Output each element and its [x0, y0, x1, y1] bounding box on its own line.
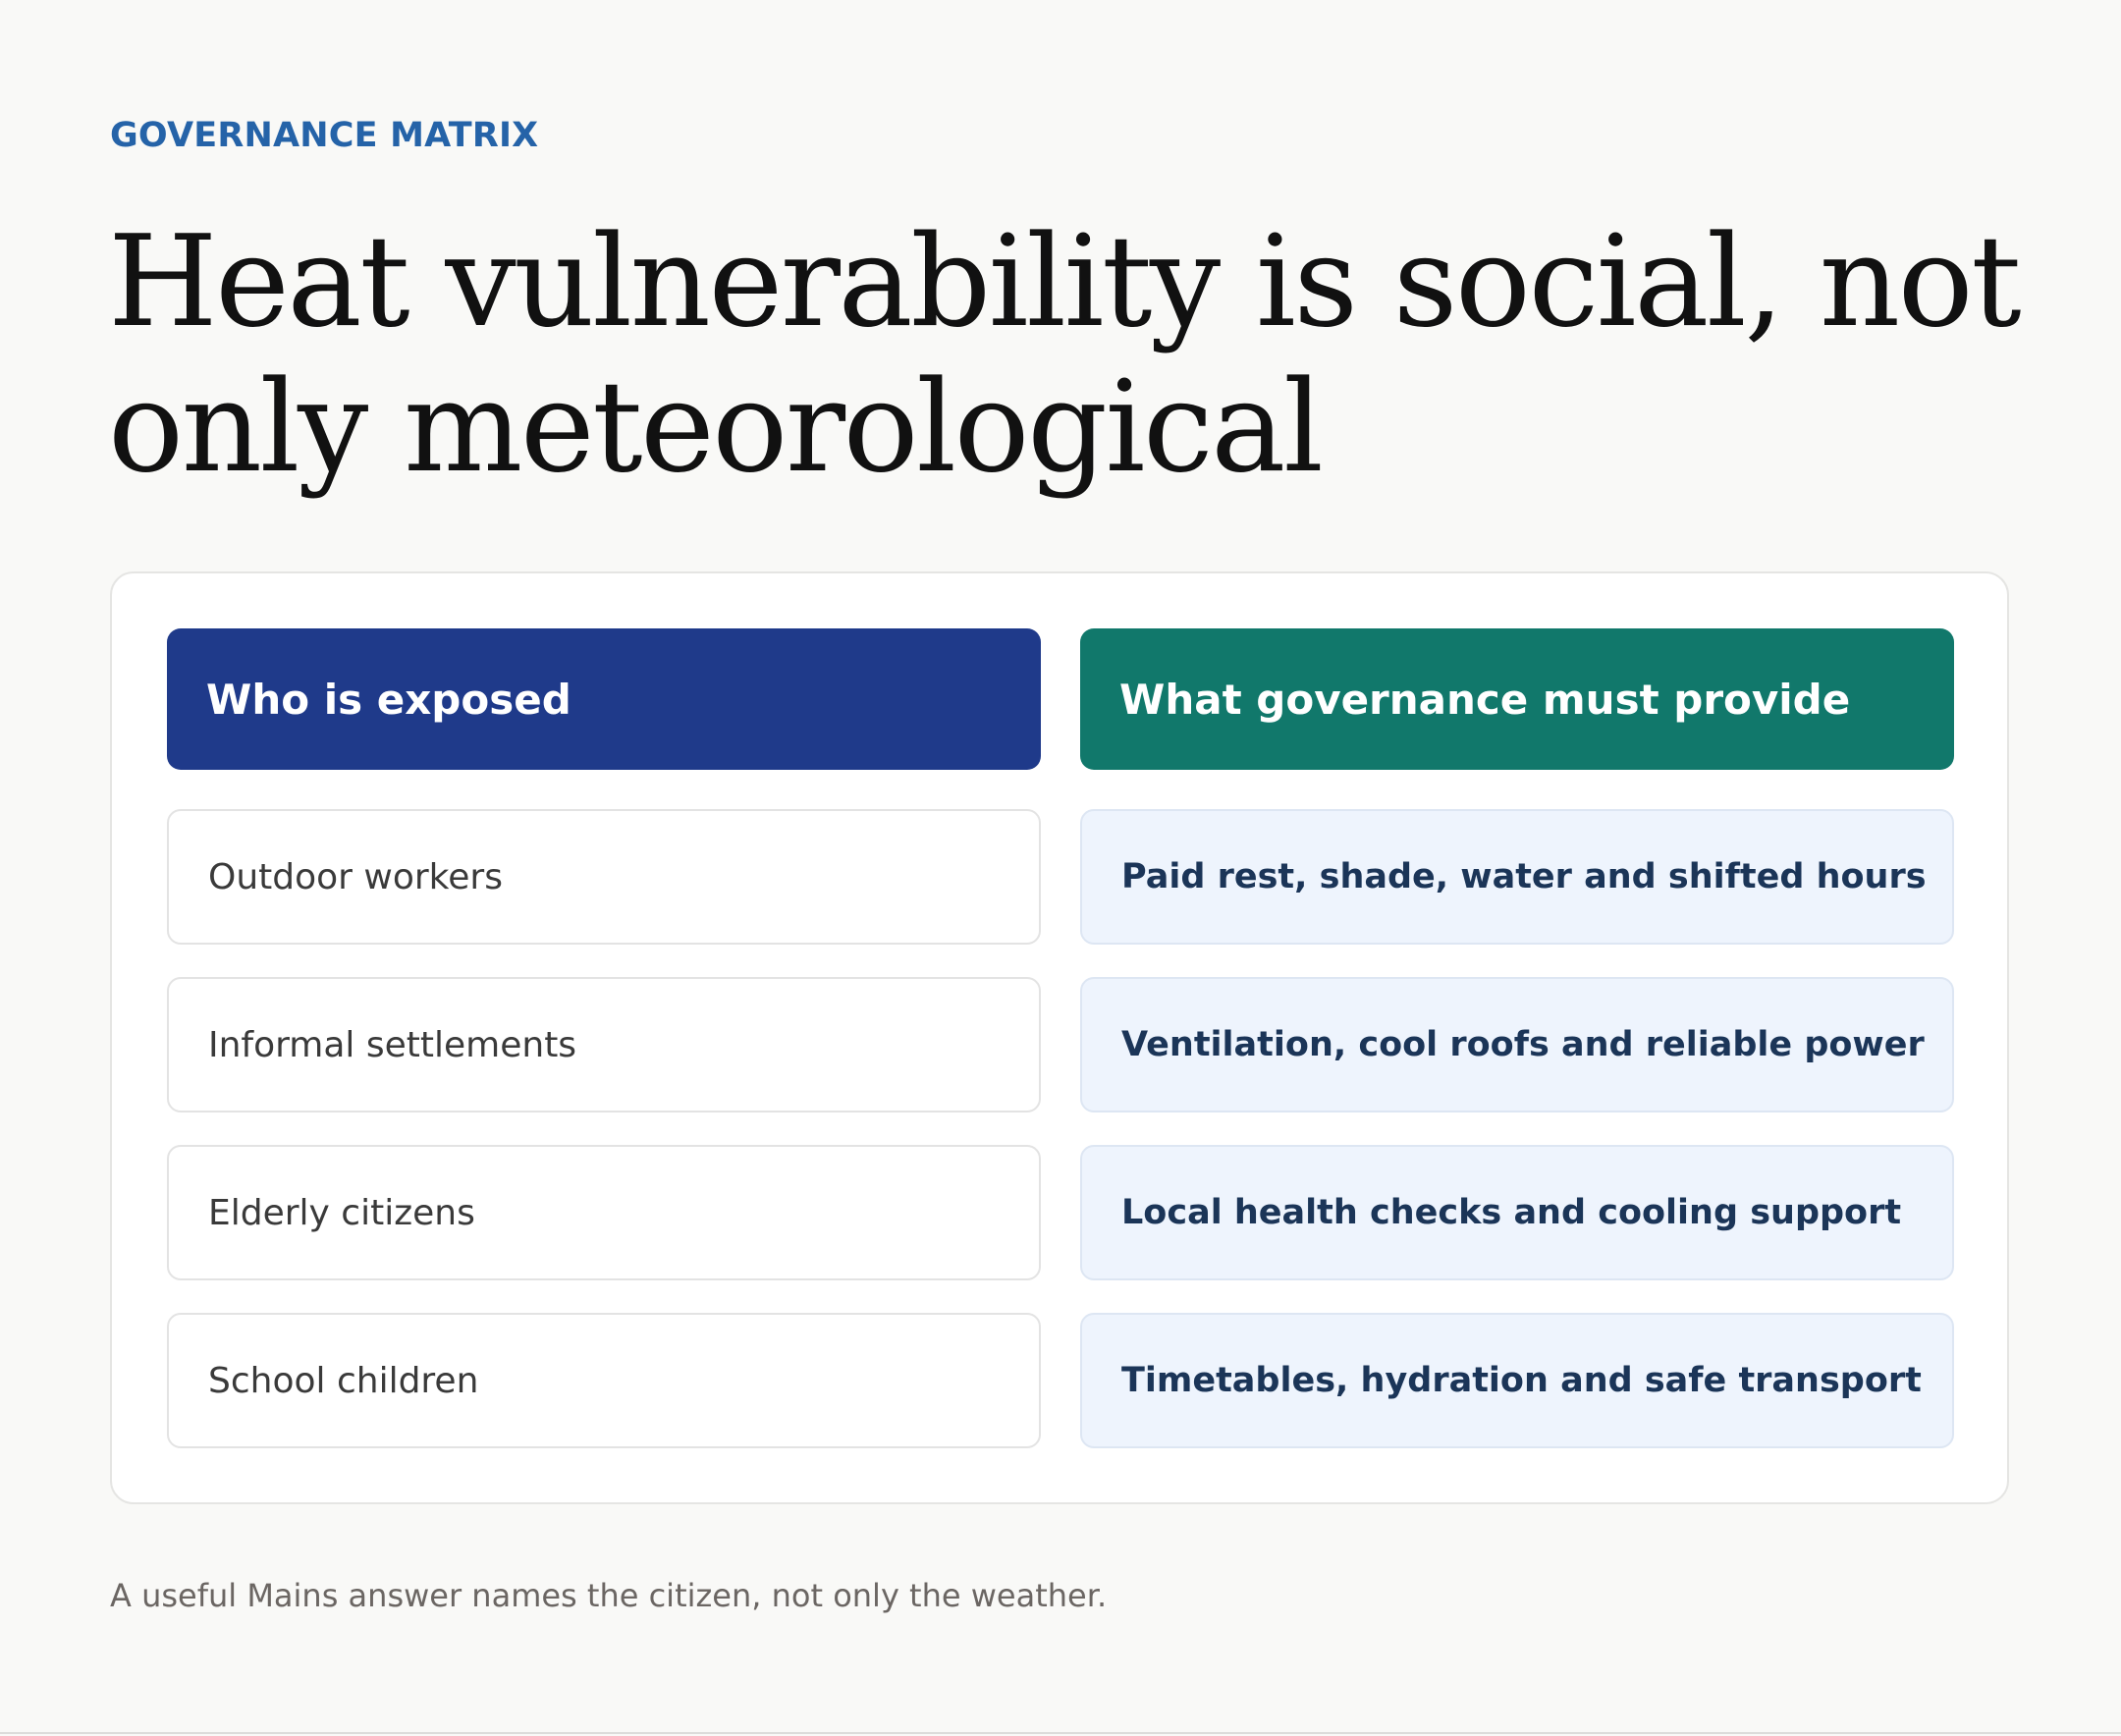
bottom-divider	[0, 1732, 2121, 1734]
exposed-cell-elderly-citizens: Elderly citizens	[167, 1145, 1041, 1280]
provide-column	[1080, 628, 1954, 1448]
exposed-cell-informal-settlements: Informal settlements	[167, 977, 1041, 1112]
page-title: Heat vulnerability is social, not only meteorological	[108, 209, 2020, 501]
section-eyebrow: GOVERNANCE MATRIX	[110, 116, 539, 155]
exposed-column-header: Who is exposed	[167, 628, 1041, 770]
provide-column-header: What governance must provide	[1080, 628, 1954, 770]
exposed-cell-outdoor-workers: Outdoor workers	[167, 809, 1041, 945]
exposed-column	[167, 628, 1041, 1448]
governance-matrix-card	[110, 571, 2009, 1504]
footnote: A useful Mains answer names the citizen, not only the weather.	[110, 1577, 1108, 1614]
provide-cell-elderly-citizens: Local health checks and cooling support	[1080, 1145, 1954, 1280]
provide-cell-school-children: Timetables, hydration and safe transport	[1080, 1313, 1954, 1448]
exposed-cell-school-children: School children	[167, 1313, 1041, 1448]
provide-cell-informal-settlements: Ventilation, cool roofs and reliable power	[1080, 977, 1954, 1112]
provide-cell-outdoor-workers: Paid rest, shade, water and shifted hours	[1080, 809, 1954, 945]
